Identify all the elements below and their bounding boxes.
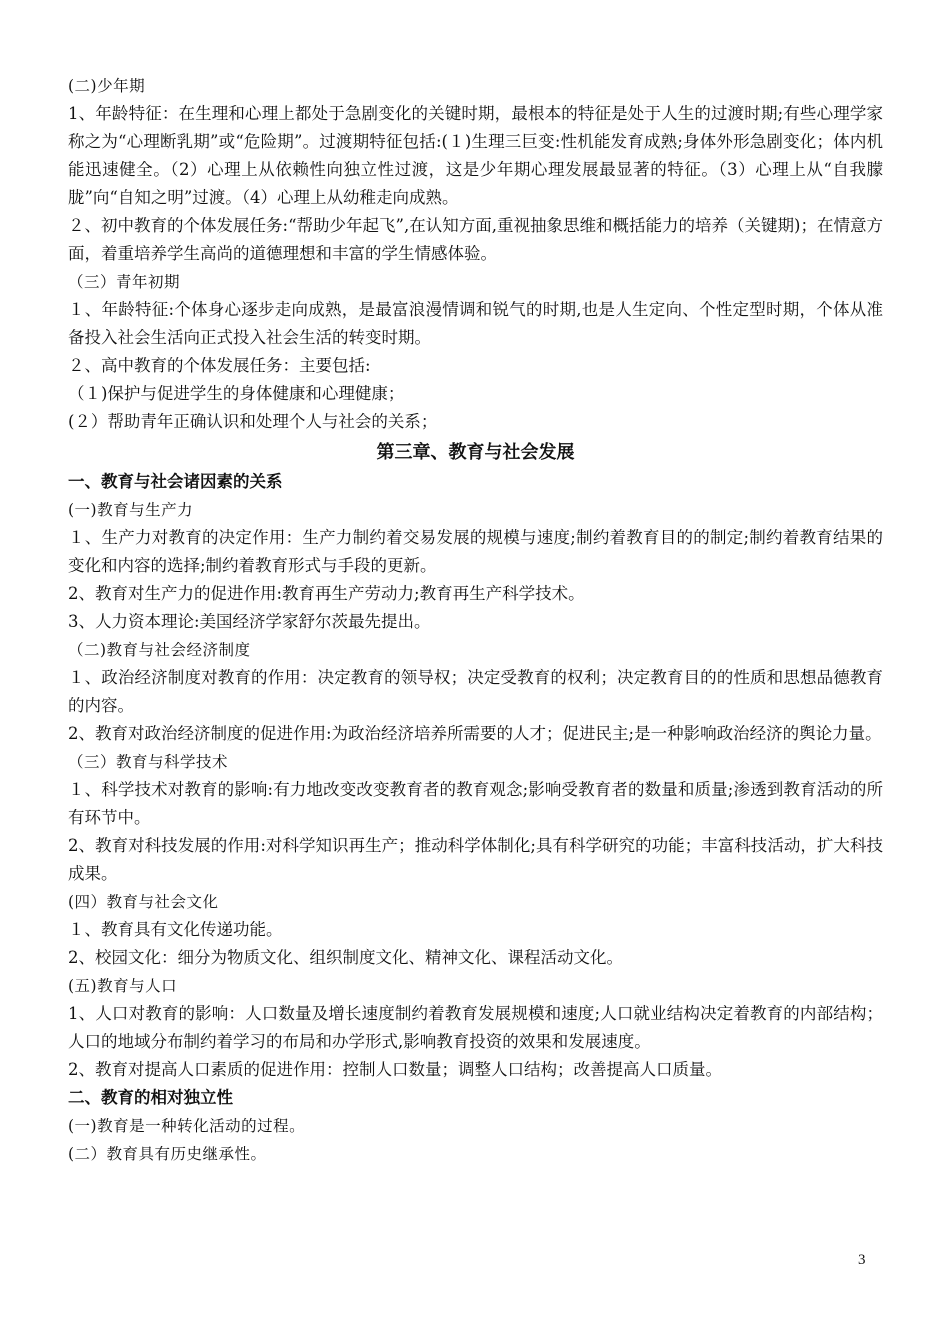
paragraph: 2、校园文化：细分为物质文化、组织制度文化、精神文化、课程活动文化。 [68,948,623,967]
paragraph: １、政治经济制度对教育的作用：决定教育的领导权；决定受教育的权利；决定教育目的的性质和思想品德教育的内容。 [68,668,883,715]
paragraph: １、教育具有文化传递功能。 [68,920,283,939]
document-page [68,72,883,1168]
subsection-heading: (一)教育是一种转化活动的过程。 [68,1117,306,1135]
paragraph: ２、高中教育的个体发展任务：主要包括: [68,356,371,375]
paragraph: 2、教育对生产力的促进作用:教育再生产劳动力;教育再生产科学技术。 [68,584,585,603]
paragraph: １、生产力对教育的决定作用：生产力制约着交易发展的规模与速度;制约着教育目的的制定;制约着教育结果的变化和内容的选择;制约着教育形式与手段的更新。 [68,528,883,575]
paragraph: 3、人力资本理论:美国经济学家舒尔茨最先提出。 [68,612,431,631]
chapter-title: 第三章、教育与社会发展 [376,442,575,463]
paragraph: （１)保护与促进学生的身体健康和心理健康； [68,384,405,403]
section-heading: 一、教育与社会诸因素的关系 [68,472,283,491]
paragraph: １、年龄特征:个体身心逐步走向成熟，是最富浪漫情调和锐气的时期,也是人生定向、个性定型时期，个体从准备投入社会生活向正式投入社会生活的转变时期。 [68,300,883,347]
page-number: 3 [858,1252,866,1268]
paragraph: 1、人口对教育的影响：人口数量及增长速度制约着教育发展规模和速度;人口就业结构决定着教育的内部结构；人口的地域分布制约着学习的布局和办学形式,影响教育投资的效果和发展速度。 [68,1004,883,1051]
subsection-heading: (一)教育与生产力 [68,501,194,519]
section-heading: 二、教育的相对独立性 [68,1088,233,1107]
subsection-heading: (二）教育具有历史继承性。 [68,1145,267,1163]
paragraph: 2、教育对科技发展的作用:对科学知识再生产；推动科学体制化;具有科学研究的功能；丰富科技活动，扩大科技成果。 [68,836,883,883]
paragraph: １、科学技术对教育的影响:有力地改变改变教育者的教育观念;影响受教育者的数量和质量;渗透到教育活动的所有环节中。 [68,780,883,827]
paragraph: 1、年龄特征：在生理和心理上都处于急剧变化的关键时期，最根本的特征是处于人生的过渡时期;有些心理学家称之为“心理断乳期”或“危险期”。过渡期特征包括:(１)生理三巨变:性机能发育成熟;身体外形急剧变化；体内机能迅速健全。（2）心理上从依赖性向独立性过渡，这是少年期心理发展最显著的特征。（3）心理上从“自我朦胧”向“自知之明”过渡。（4）心理上从幼稚走向成熟。 [68,104,883,207]
paragraph: (２）帮助青年正确认识和处理个人与社会的关系； [68,412,438,431]
paragraph: 2、教育对政治经济制度的促进作用:为政治经济培养所需要的人才；促进民主;是一种影响政治经济的舆论力量。 [68,724,882,743]
subsection-heading: （三）青年初期 [68,273,181,291]
subsection-heading: （三）教育与科学技术 [68,753,229,771]
paragraph: 2、教育对提高人口素质的促进作用：控制人口数量；调整人口结构；改善提高人口质量。 [68,1060,722,1079]
subsection-heading: (四）教育与社会文化 [68,893,219,911]
subsection-heading: (二)少年期 [68,77,146,95]
subsection-heading: (五)教育与人口 [68,977,178,995]
paragraph: ２、初中教育的个体发展任务:“帮助少年起飞”,在认知方面,重视抽象思维和概括能力的培养（关键期)；在情意方面，着重培养学生高尚的道德理想和丰富的学生情感体验。 [68,216,883,263]
subsection-heading: （二)教育与社会经济制度 [68,641,251,659]
